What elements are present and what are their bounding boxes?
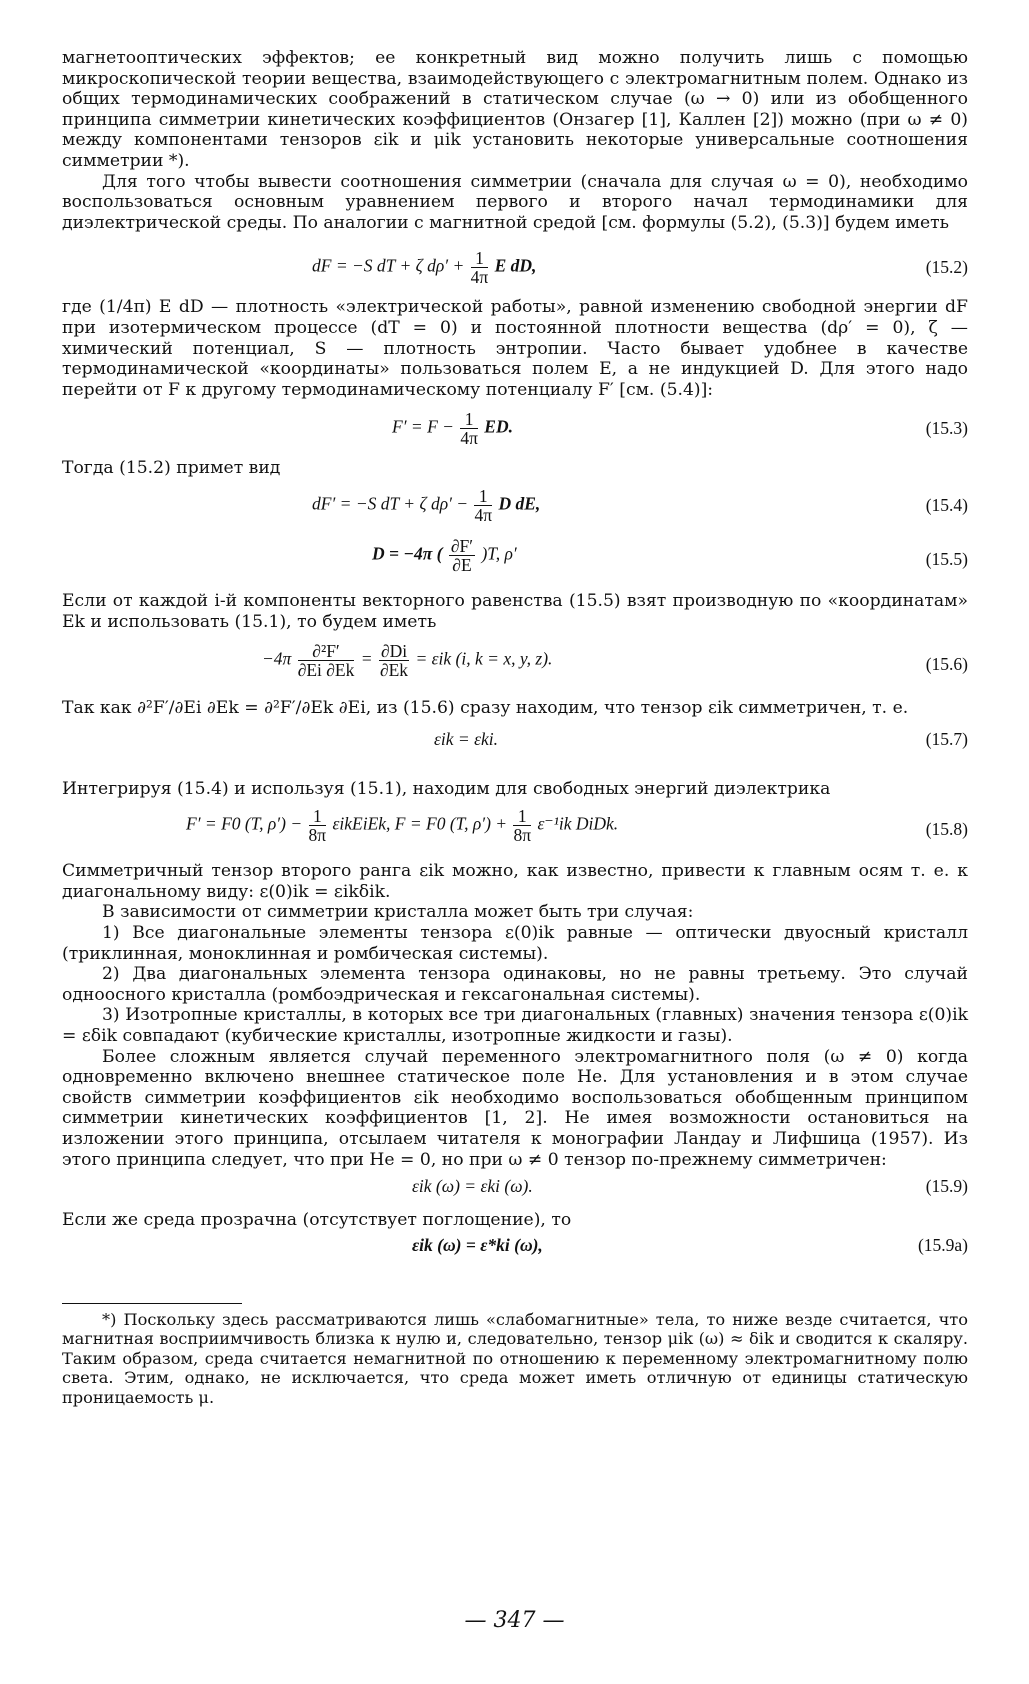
equation-15-8: F′ = F0 (T, ρ′) − $\frac{1}{8\pi}$ εikEiEk, F = F0 (T, ρ′) + $\frac{1}{8\pi}$ ε⁻¹ik DiDk. (15.8)	[186, 806, 968, 846]
page-number: — 347 —	[464, 1608, 565, 1633]
footnote-divider	[62, 1303, 242, 1304]
page-body	[62, 48, 968, 1407]
paragraph-14: Если же среда прозрачна (отсутствует поглощение), то	[62, 1210, 572, 1231]
equation-label: (15.7)	[925, 728, 968, 749]
paragraph-9: В зависимости от симметрии кристалла может быть три случая:	[102, 902, 694, 923]
paragraph-1: магнетооптических эффектов; ее конкретный вид можно получить лишь с помощью микроскопической теории вещества, взаимодействующего с электромагнитным полем. Однако из общих термодинамических соображений в статическом случае (ω → 0) или из обобщенного принципа симметрии кинетических коэффициентов (Онзагер [1], Каллен [2]) можно (при ω ≠ 0) между компонентами тензоров εik и μik установить некоторые универсальные соотношения симметрии *).	[62, 48, 968, 171]
paragraph-2: Для того чтобы вывести соотношения симметрии (сначала для случая ω = 0), необходимо воспользоваться основным уравнением первого и второго начал термодинамики для диэлектрической среды. По аналогии с магнитной средой [см. формулы (5.2), (5.3)] будем иметь	[62, 171, 968, 233]
paragraph-6: Так как ∂²F′/∂Ei ∂Ek = ∂²F′/∂Ek ∂Ei, из (15.6) сразу находим, что тензор εik симметричен, т. е.	[62, 698, 909, 719]
footnote: *) Поскольку здесь рассматриваются лишь «слабомагнитные» тела, то ниже везде считается, что магнитная восприимчивость близка к нулю и, следовательно, тензор μik (ω) ≈ δik и сводится к скаляру. Таким образом, среда считается немагнитной по отношению к переменному электромагнитному полю света. Этим, однако, не исключается, что среда может иметь отличную от единицы статическую проницаемость μ.	[62, 1309, 968, 1407]
equation-label: (15.8)	[925, 819, 968, 840]
equation-15-6: −4π $\frac{\text{∂²F′}}{\partial Ei \partial Ek}$ = $\frac{\partial Di}{\partial Ek}$ = εik (i, k = x, y, z). (15.6)	[262, 641, 968, 681]
equation-label: (15.2)	[925, 257, 968, 278]
paragraph-7: Интегрируя (15.4) и используя (15.1), находим для свободных энергий диэлектрика	[62, 778, 831, 799]
paragraph-13: Более сложным является случай переменного электромагнитного поля (ω ≠ 0) когда одновременно включено внешнее статическое поле He. Для установления и в этом случае свойств симметрии коэффициентов εik необходимо воспользоваться обобщенным принципом симметрии кинетических коэффициентов [1, 2]. Не имея возможности остановиться на изложении этого принципа, отсылаем читателя к монографии Ландау и Лифшица (1957). Из этого принципа следует, что при He = 0, но при ω ≠ 0 тензор по-прежнему симметричен:	[62, 1046, 968, 1170]
equation-15-4: dF′ = −S dT + ζ dρ′ − $\frac{1}{4\pi}$ D dE, (15.4)	[312, 485, 968, 525]
paragraph-12: 3) Изотропные кристаллы, в которых все три диагональных (главных) значения тензора ε(0)ik = εδik совпадают (кубические кристаллы, изотропные жидкости и газы).	[62, 1005, 968, 1047]
paragraph-10: 1) Все диагональные элементы тензора ε(0)ik равные — оптически двуосный кристалл (триклинная, моноклинная и ромбическая системы).	[62, 923, 968, 964]
equation-label: (15.6)	[925, 654, 968, 675]
paragraph-5: Если от каждой i-й компоненты векторного равенства (15.5) взят производную по «координатам» Ek и использовать (15.1), то будем иметь	[62, 590, 968, 632]
paragraph-3: где (1/4π) E dD — плотность «электрической работы», равной изменению свободной энергии dF при изотермическом процессе (dT = 0) и постоянной плотности вещества (dρ′ = 0), ζ — химический потенциал, S — плотность энтропии. Часто бывает удобнее в качестве термодинамической «координаты» пользоваться полем E, а не индукцией D. Для этого надо перейти от F к другому термодинамическому потенциалу F′ [см. (5.4)]:	[62, 297, 968, 400]
equation-15-9: εik (ω) = εki (ω). (15.9)	[412, 1176, 968, 1197]
equation-15-7: εik = εki. (15.7)	[434, 728, 968, 749]
equation-15-2: dF = −S dT + ζ dρ′ + $\frac{1}{4\pi}$ E dD, (15.2)	[312, 248, 968, 288]
paragraph-11: 2) Два диагональных элемента тензора одинаковы, но не равны третьему. Это случай одноосного кристалла (ромбоэдрическая и гексагональная системы).	[62, 964, 968, 1005]
equation-label: (15.3)	[925, 418, 968, 439]
paragraph-8: Симметричный тензор второго ранга εik можно, как известно, привести к главным осям т. е. к диагональному виду: ε(0)ik = εikδik.	[62, 861, 968, 902]
paragraph-4: Тогда (15.2) примет вид	[62, 458, 281, 479]
equation-15-3: F′ = F − $\frac{1}{4\pi}$ ED. (15.3)	[392, 409, 968, 449]
equation-label: (15.9a)	[917, 1234, 968, 1255]
equation-15-9a: εik (ω) = ε*ki (ω), (15.9a)	[412, 1234, 968, 1255]
equation-label: (15.5)	[925, 548, 968, 569]
equation-label: (15.4)	[925, 494, 968, 515]
equation-15-5: D = −4π ( $\frac{\partial F'}{\partial E}$ )T, ρ′ (15.5)	[372, 535, 968, 575]
equation-label: (15.9)	[925, 1176, 968, 1197]
